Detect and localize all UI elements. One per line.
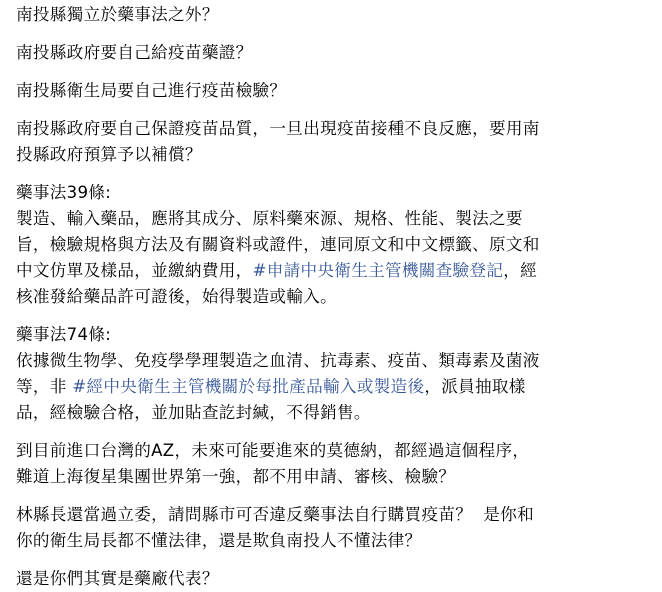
paragraph-2: 南投縣政府要自己給疫苗藥證？ [16,43,253,62]
paragraph-article-74 [16,322,656,426]
paragraph-8: 林縣長還當過立委，請問縣市可否違反藥事法自行購買疫苗？ 是你和 你的衛生局長都不懂法律，還是欺負南投人不懂法律？ [16,505,534,550]
article-74-text-before: 依據微生物學、免疫學學理製造之血清、抗毒素、疫苗、類毒素及菌液 等，非 [16,351,540,396]
article-74-title: 藥事法74條: [16,325,112,344]
paragraph-article-39 [16,180,656,310]
article-39-text-before: 製造、輸入藥品，應將其成分、原料藥來源、規格、性能、製法之要 旨，檢驗規格與方法及有關資料或證件，連同原文和中文標籤、原文和 中文仿單及樣品，並繳納費用， [16,209,540,280]
paragraph-1: 南投縣獨立於藥事法之外？ [16,5,219,24]
hashtag-link-registration[interactable]: #申請中央衛生主管機關查驗登記 [252,261,504,280]
paragraph-9: 還是你們其實是藥廠代表？ [16,569,219,588]
paragraph-3: 南投縣衛生局要自己進行疫苗檢驗？ [16,81,287,100]
article-39-title: 藥事法39條: [16,183,112,202]
hashtag-link-batch-inspection[interactable]: #經中央衛生主管機關於每批產品輸入或製造後 [72,377,425,396]
article-39-text-after: ，經 核准發給藥品許可證後，始得製造或輸入。 [16,261,538,306]
article-74-text-after: ，派員抽取樣 品，經檢驗合格，並加貼查訖封緘，不得銷售。 [16,377,526,422]
paragraph-4: 南投縣政府要自己保證疫苗品質，一旦出現疫苗接種不良反應，要用南 投縣政府預算予以補償？ [16,119,540,164]
paragraph-7: 到目前進口台灣的AZ，未來可能要進來的莫德納，都經過這個程序， 難道上海復星集團世界第一強，都不用申請、審核、檢驗？ [16,441,530,486]
